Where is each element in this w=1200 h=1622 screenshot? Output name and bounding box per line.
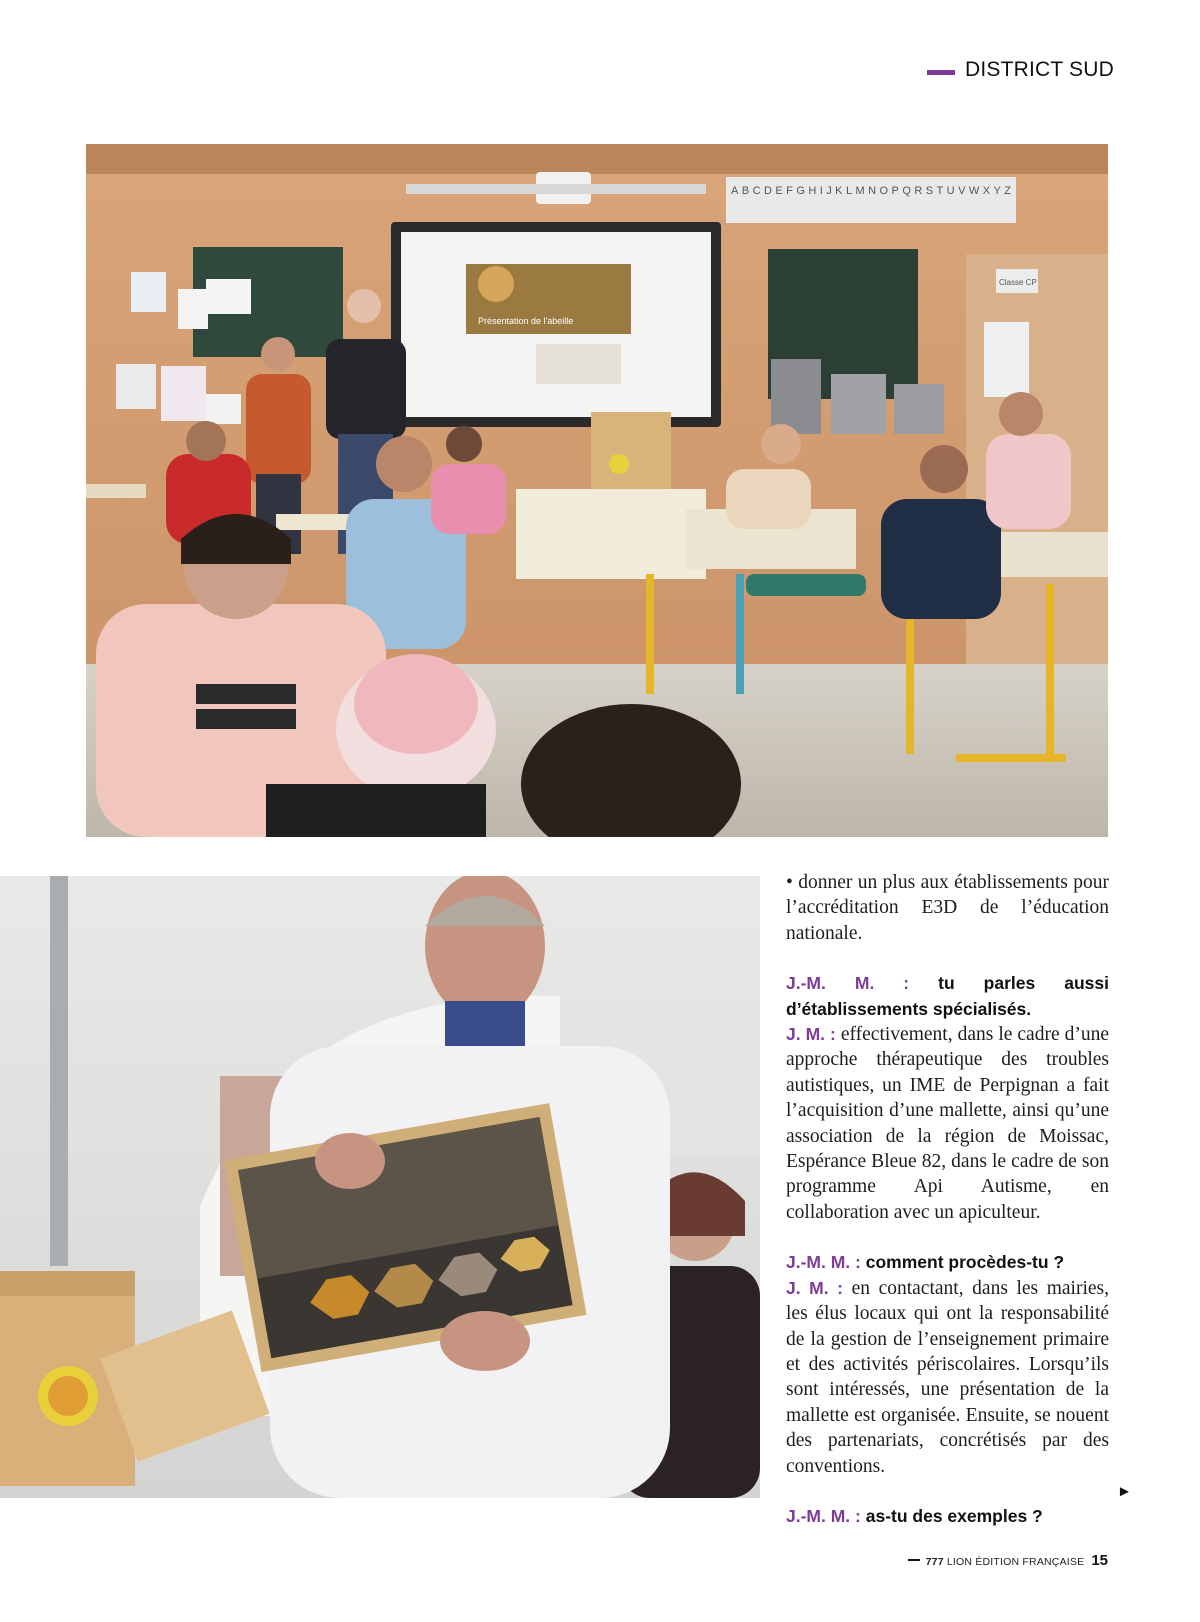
answer-text: en contactant, dans les mairies, les élus locaux qui ont la responsabilité de la gestion de l’enseignement primaire et des activités périscolaires. Lorsqu’ils sont intéressés, une présentation de la mallette est organisée. Ensuite, se nouent des partenariats, concrétisés par des conventions. <box>786 1277 1109 1477</box>
answer-speaker: J. M. : <box>786 1024 836 1045</box>
question-speaker: J.-M. M. : <box>786 1252 861 1273</box>
section-title: DISTRICT SUD <box>964 58 1114 81</box>
section-accent-bar <box>927 70 955 75</box>
question-2 <box>786 1250 1109 1275</box>
page-footer <box>908 1552 1108 1569</box>
question-speaker: J.-M. M. : <box>786 973 910 994</box>
article-text <box>786 870 1109 1554</box>
footer-issue: 777 <box>925 1556 944 1568</box>
beekeeper-photo <box>0 876 760 1498</box>
footer-dash <box>908 1559 920 1561</box>
qa-block-3 <box>786 1504 1109 1529</box>
question-text: comment procèdes-tu ? <box>865 1252 1065 1273</box>
continue-arrow-icon: ► <box>1117 1483 1132 1500</box>
screen-title: Présentation de l'abeille <box>478 316 574 326</box>
question-3 <box>786 1504 1109 1529</box>
alphabet-strip: ABCDEFGHIJKLMNOPQRSTUVWXYZ <box>731 185 1011 197</box>
question-text: as-tu des exemples ? <box>865 1505 1043 1526</box>
footer-publication: LION ÉDITION FRANÇAISE <box>946 1556 1085 1568</box>
qa-block-1 <box>786 971 1109 1225</box>
question-text: tu parles aussi d’établissements spécialisés. <box>786 973 1109 1019</box>
page-number: 15 <box>1091 1552 1108 1569</box>
article-intro: • donner un plus aux établissements pour l’accréditation E3D de l’éducation nationale. <box>786 872 1109 944</box>
door-sign: Classe CP <box>999 278 1037 287</box>
classroom-photo <box>86 144 1108 837</box>
answer-text: effectivement, dans le cadre d’une approche thérapeutique des troubles autistiques, un IME de Perpignan a fait l’acquisition d’une mallette, ainsi qu’une association de la région de Moissac, Espérance Bleue 82, dans le cadre de son programme Api Autisme, en collaboration avec un apiculteur. <box>786 1024 1109 1223</box>
section-header <box>927 58 1114 82</box>
answer-speaker: J. M. : <box>786 1277 843 1298</box>
question-1 <box>786 971 1109 1022</box>
qa-block-2 <box>786 1250 1109 1479</box>
question-speaker: J.-M. M. : <box>786 1505 861 1526</box>
